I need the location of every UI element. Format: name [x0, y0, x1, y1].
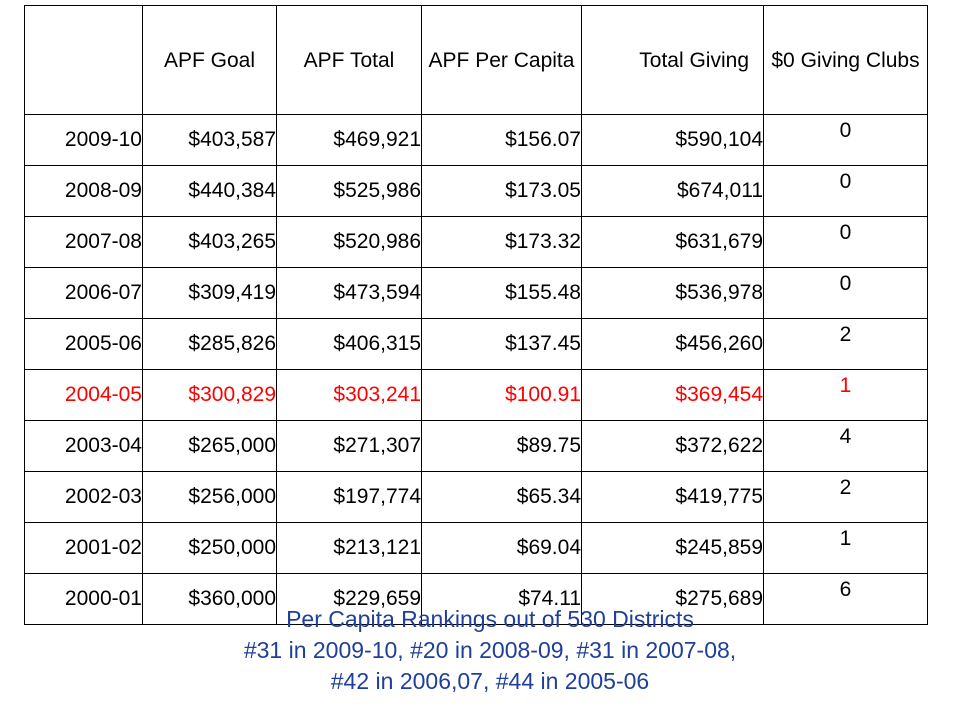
cell-apf-goal: $250,000 [143, 523, 277, 574]
cell-zero-giving-clubs: 6 [764, 574, 928, 625]
cell-total-giving: $372,622 [582, 421, 764, 472]
cell-apf-per-capita: $137.45 [422, 319, 582, 370]
cell-total-giving: $674,011 [582, 166, 764, 217]
cell-apf-goal: $403,587 [143, 115, 277, 166]
cell-total-giving: $456,260 [582, 319, 764, 370]
table-row [25, 115, 928, 166]
cell-total-giving: $419,775 [582, 472, 764, 523]
cell-apf-per-capita: $173.32 [422, 217, 582, 268]
header-apf-total: APF Total [277, 6, 422, 115]
cell-zero-giving-clubs: 4 [764, 421, 928, 472]
caption-line: #31 in 2009-10, #20 in 2008-09, #31 in 2007-08, [243, 637, 737, 663]
cell-zero-giving-clubs: 2 [764, 472, 928, 523]
cell-zero-giving-clubs: 0 [764, 166, 928, 217]
cell-zero-giving-clubs: 0 [764, 115, 928, 166]
header-zero-giving-clubs: $0 Giving Clubs [764, 6, 928, 115]
cell-apf-per-capita: $155.48 [422, 268, 582, 319]
table-row [25, 421, 928, 472]
cell-total-giving: $275,689 [582, 574, 764, 625]
cell-year: 2002-03 [25, 472, 143, 523]
header-apf-goal: APF Goal [143, 6, 277, 115]
cell-year: 2009-10 [25, 115, 143, 166]
table-row-highlighted [25, 370, 928, 421]
cell-apf-total: $406,315 [277, 319, 422, 370]
caption-line: Per Capita Rankings out of 530 Districts [286, 606, 694, 632]
header-year [25, 6, 143, 115]
cell-total-giving: $590,104 [582, 115, 764, 166]
cell-zero-giving-clubs: 1 [764, 370, 928, 421]
header-apf-per-capita: APF Per Capita [422, 6, 582, 115]
table-row [25, 472, 928, 523]
per-capita-rankings-caption [0, 604, 960, 697]
cell-apf-per-capita: $100.91 [422, 370, 582, 421]
cell-apf-goal: $440,384 [143, 166, 277, 217]
cell-year: 2005-06 [25, 319, 143, 370]
cell-apf-goal: $285,826 [143, 319, 277, 370]
cell-zero-giving-clubs: 0 [764, 217, 928, 268]
cell-apf-total: $303,241 [277, 370, 422, 421]
cell-apf-total: $197,774 [277, 472, 422, 523]
cell-apf-total: $525,986 [277, 166, 422, 217]
table-row [25, 166, 928, 217]
cell-apf-per-capita: $74.11 [422, 574, 582, 625]
header-total-giving: Total Giving [582, 6, 764, 115]
cell-year: 2003-04 [25, 421, 143, 472]
cell-zero-giving-clubs: 2 [764, 319, 928, 370]
table-row [25, 217, 928, 268]
cell-apf-goal: $309,419 [143, 268, 277, 319]
table-row [25, 319, 928, 370]
cell-apf-total: $520,986 [277, 217, 422, 268]
cell-zero-giving-clubs: 0 [764, 268, 928, 319]
cell-year: 2007-08 [25, 217, 143, 268]
cell-apf-per-capita: $173.05 [422, 166, 582, 217]
cell-apf-goal: $300,829 [143, 370, 277, 421]
cell-apf-goal: $256,000 [143, 472, 277, 523]
cell-apf-total: $473,594 [277, 268, 422, 319]
cell-apf-per-capita: $69.04 [422, 523, 582, 574]
cell-apf-total: $271,307 [277, 421, 422, 472]
cell-apf-total: $213,121 [277, 523, 422, 574]
cell-total-giving: $631,679 [582, 217, 764, 268]
table-row [25, 523, 928, 574]
cell-apf-goal: $265,000 [143, 421, 277, 472]
cell-apf-total: $229,659 [277, 574, 422, 625]
cell-total-giving: $536,978 [582, 268, 764, 319]
cell-year: 2006-07 [25, 268, 143, 319]
cell-apf-total: $469,921 [277, 115, 422, 166]
cell-year: 2001-02 [25, 523, 143, 574]
cell-year: 2004-05 [25, 370, 143, 421]
cell-apf-goal: $403,265 [143, 217, 277, 268]
cell-year: 2008-09 [25, 166, 143, 217]
cell-apf-per-capita: $89.75 [422, 421, 582, 472]
cell-apf-per-capita: $65.34 [422, 472, 582, 523]
apf-giving-table [24, 5, 928, 625]
table-row [25, 268, 928, 319]
cell-apf-goal: $360,000 [143, 574, 277, 625]
cell-zero-giving-clubs: 1 [764, 523, 928, 574]
cell-total-giving: $369,454 [582, 370, 764, 421]
cell-year: 2000-01 [25, 574, 143, 625]
cell-apf-per-capita: $156.07 [422, 115, 582, 166]
header-row [25, 6, 928, 115]
cell-total-giving: $245,859 [582, 523, 764, 574]
caption-line: #42 in 2006,07, #44 in 2005-06 [330, 668, 650, 694]
